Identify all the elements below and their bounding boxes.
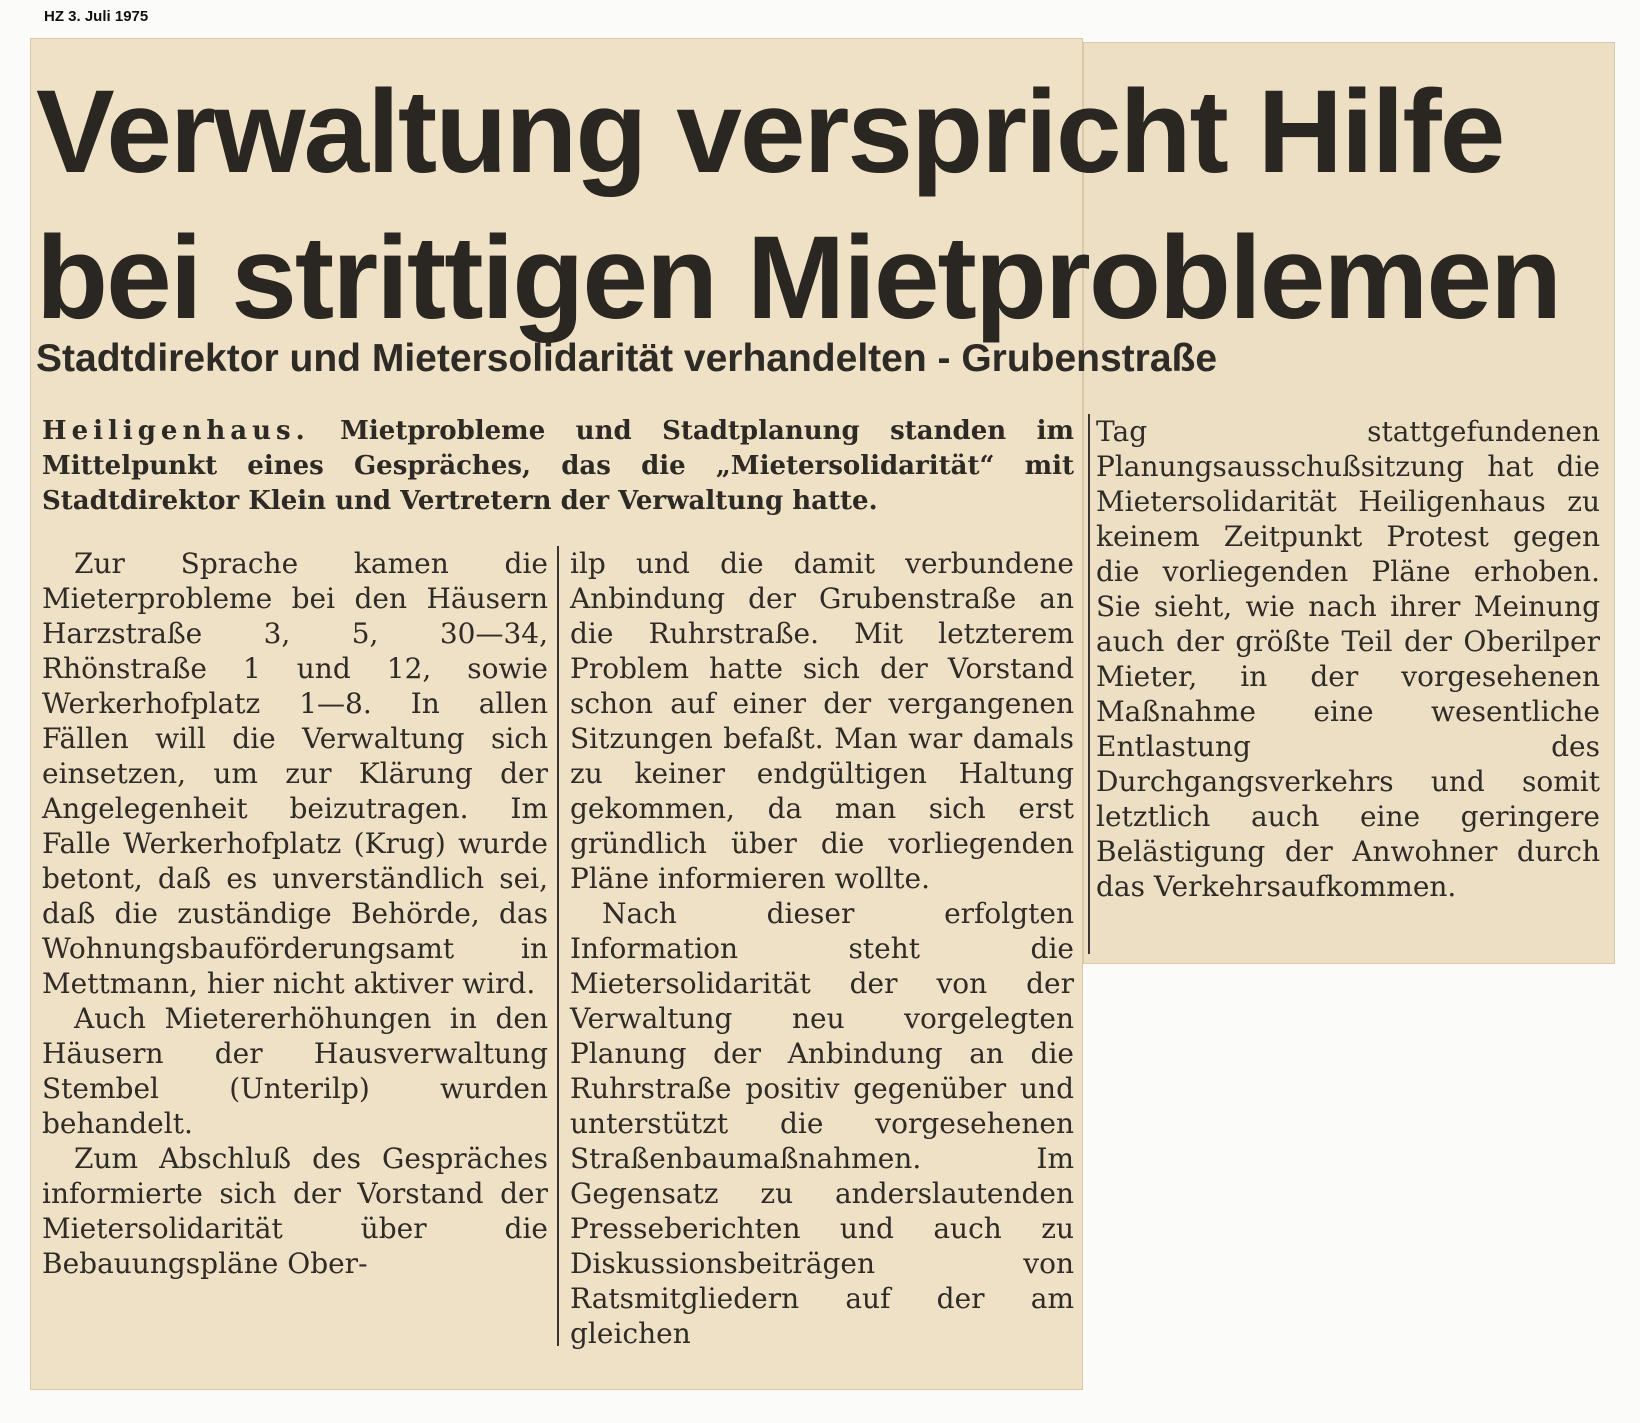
headline-line-1: Verwaltung verspricht Hilfe: [36, 66, 1504, 198]
column-divider-2: [1088, 414, 1090, 954]
column-3: [1096, 414, 1600, 904]
lead-paragraph: [42, 414, 1074, 519]
dateline: Heiligenhaus.: [42, 416, 310, 446]
column-1-paragraph-3: Zum Abschluß des Gespräches informierte sich der Vorstand der Mietersolidarität über die Bebauungspläne Ober-: [42, 1142, 548, 1280]
column-2-paragraph-2: Nach dieser erfolgten Information steht die Mietersolidarität der von der Verwaltung neu vorgelegten Planung der Anbindung an die Ruhrstraße positiv gegenüber und unterstützt die vorgesehenen Straßenbaumaßnahmen. Im Gegensatz zu anderslautenden Presseberichten und auch zu Diskussionsbeiträgen von Ratsmitgliedern auf der am gleichen: [570, 897, 1074, 1350]
lead-text: Mietprobleme und Stadtplanung standen im Mittelpunkt eines Gespräches, das die „Mietersolidarität“ mit Stadtdirektor Klein und Vertretern der Verwaltung hatte.: [42, 416, 1074, 516]
column-2: [570, 546, 1074, 1351]
column-3-paragraph-1: Tag stattgefundenen Planungsausschußsitzung hat die Mietersolidarität Heiligenhaus zu keinem Zeitpunkt Protest gegen die vorliegenden Pläne erhoben. Sie sieht, wie nach ihrer Meinung auch der größte Teil der Oberilper Mieter, in der vorgesehenen Maßnahme eine wesentliche Entlastung des Durchgangsverkehrs und somit letztlich auch eine geringere Belästigung der Anwohner durch das Verkehrsaufkommen.: [1096, 415, 1600, 903]
column-2-paragraph-1: ilp und die damit verbundene Anbindung der Grubenstraße an die Ruhrstraße. Mit letzterem Problem hatte sich der Vorstand schon auf einer der vergangenen Sitzungen befaßt. Man war damals zu keiner endgültigen Haltung gekommen, da man sich erst gründlich über die vorliegenden Pläne informieren wollte.: [570, 547, 1074, 895]
headline-line-2: bei strittigen Mietproblemen: [36, 212, 1561, 344]
column-1-paragraph-2: Auch Mietererhöhungen in den Häusern der Hausverwaltung Stembel (Unterilp) wurden behandelt.: [42, 1002, 548, 1140]
source-label: HZ 3. Juli 1975: [44, 8, 149, 25]
subheadline: Stadtdirektor und Mietersolidarität verhandelten - Grubenstraße: [36, 337, 1218, 380]
column-1-paragraph-1: Zur Sprache kamen die Mieterprobleme bei den Häusern Harzstraße 3, 5, 30—34, Rhönstraße 1 und 12, sowie Werkerhofplatz 1—8. In allen Fällen will die Verwaltung sich einsetzen, um zur Klärung der Angelegenheit beizutragen. Im Falle Werkerhofplatz (Krug) wurde betont, daß es unverständlich sei, daß die zuständige Behörde, das Wohnungsbauförderungsamt in Mettmann, hier nicht aktiver wird.: [42, 547, 548, 1000]
column-divider-1: [557, 546, 559, 1346]
column-1: [42, 546, 548, 1281]
